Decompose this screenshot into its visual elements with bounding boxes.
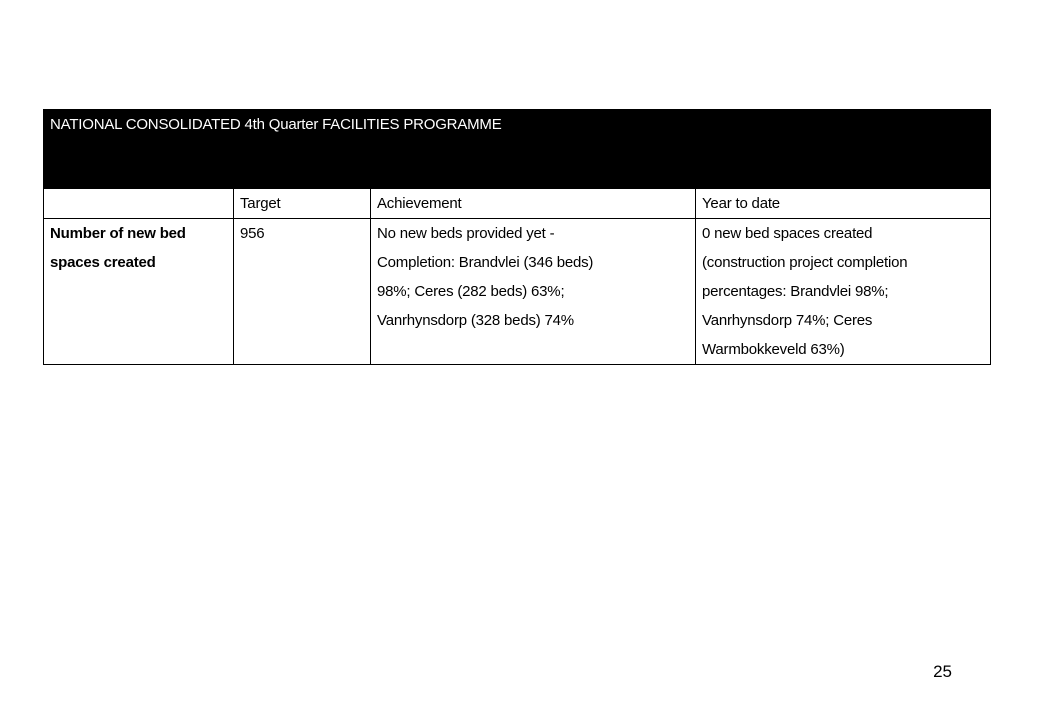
row-label-line: spaces created — [50, 254, 156, 271]
table-header-row — [44, 189, 991, 219]
header-empty — [44, 189, 234, 219]
year-to-date-line: percentages: Brandvlei 98%; — [702, 283, 889, 300]
row-label — [44, 219, 234, 365]
year-to-date-line: Warmbokkeveld 63%) — [702, 341, 845, 358]
table-title: NATIONAL CONSOLIDATED 4th Quarter FACILITIES PROGRAMME — [44, 110, 991, 189]
target-cell: 956 — [234, 219, 371, 365]
achievement-line: No new beds provided yet - — [377, 225, 555, 242]
year-to-date-line: (construction project completion — [702, 254, 908, 271]
year-to-date-line: Vanrhynsdorp 74%; Ceres — [702, 312, 873, 329]
achievement-line: 98%; Ceres (282 beds) 63%; — [377, 283, 565, 300]
page-number: 25 — [933, 662, 952, 681]
achievement-line: Completion: Brandvlei (346 beds) — [377, 254, 594, 271]
table-title-row — [44, 110, 991, 189]
achievement-cell — [371, 219, 696, 365]
facilities-programme-table — [43, 109, 991, 365]
header-achievement: Achievement — [371, 189, 696, 219]
year-to-date-cell — [696, 219, 991, 365]
header-year-to-date: Year to date — [696, 189, 991, 219]
table-row — [44, 219, 991, 365]
header-target: Target — [234, 189, 371, 219]
row-label-line: Number of new bed — [50, 225, 186, 242]
year-to-date-line: 0 new bed spaces created — [702, 225, 873, 242]
achievement-line: Vanrhynsdorp (328 beds) 74% — [377, 312, 574, 329]
